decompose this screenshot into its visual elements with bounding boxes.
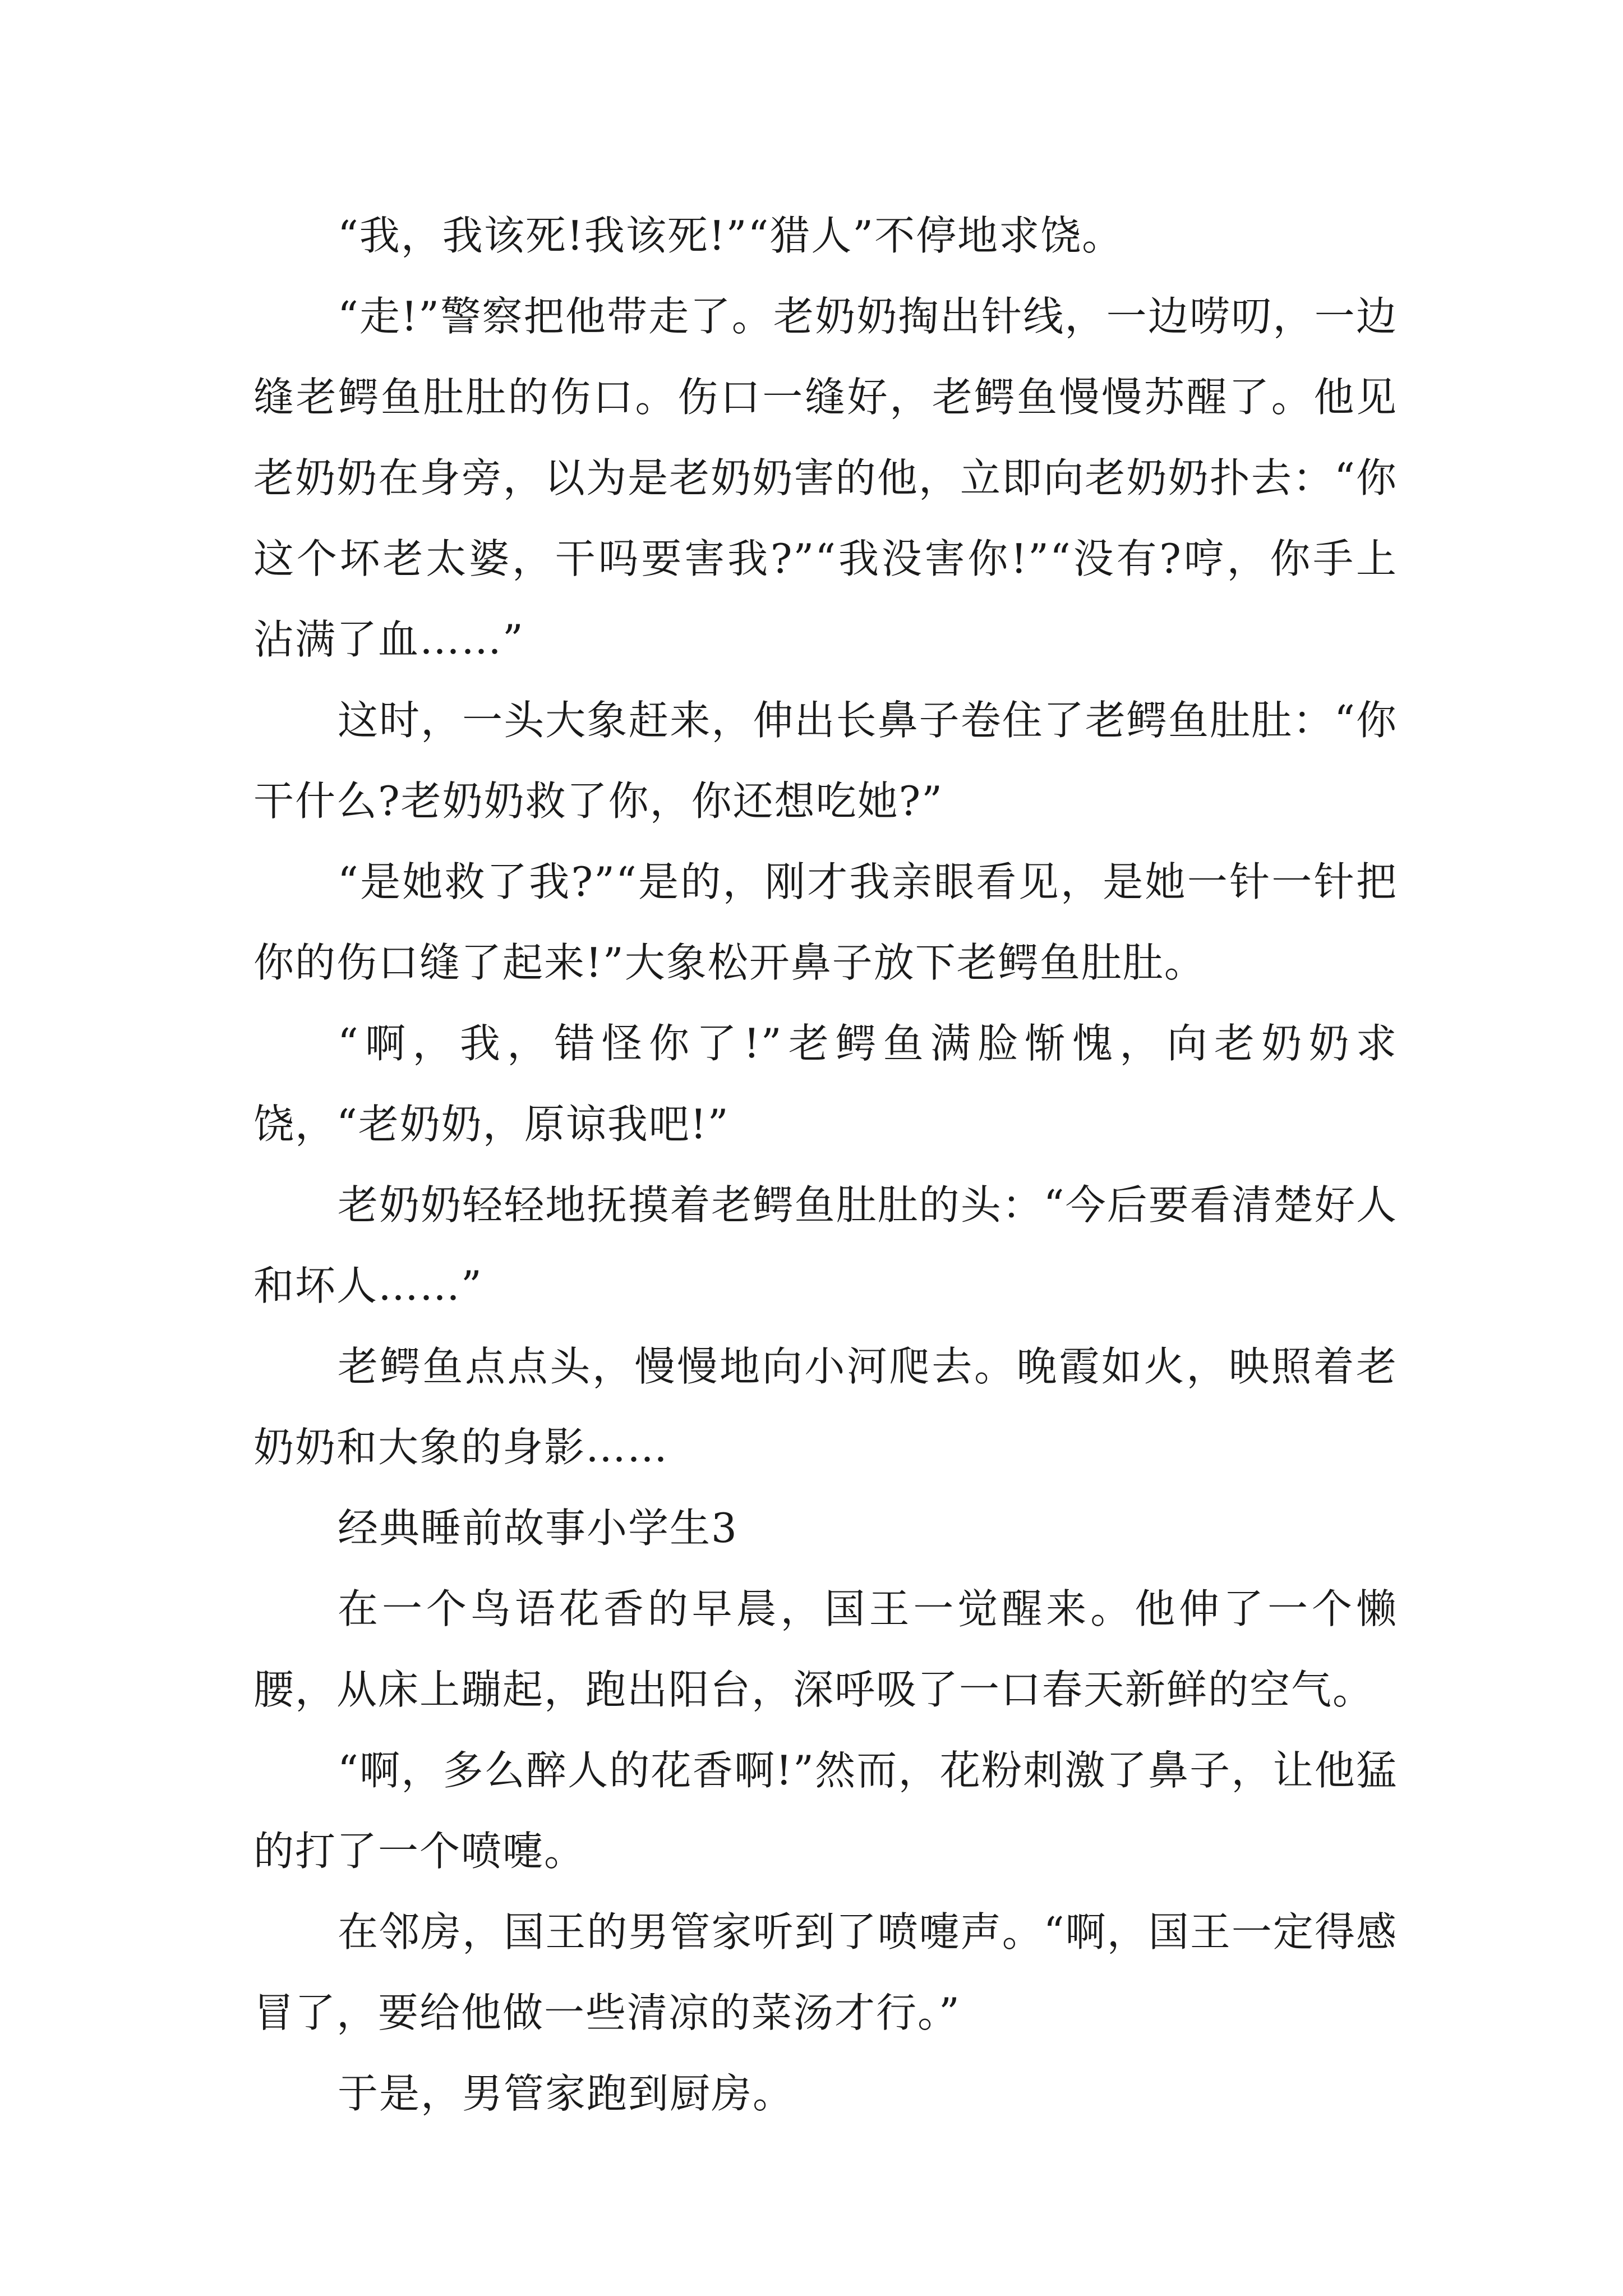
paragraph-8: 在一个鸟语花香的早晨，国王一觉醒来。他伸了一个懒腰，从床上蹦起，跑出阳台，深呼吸了一口春天新鲜的空气。 <box>253 1585 1398 1713</box>
document-body <box>253 195 1398 2134</box>
paragraph-3: 这时，一头大象赶来，伸出长鼻子卷住了老鳄鱼肚肚：“你干什么?老奶奶救了你，你还想吃她?” <box>253 697 1398 825</box>
paragraph-10: 在邻房，国王的男管家听到了喷嚏声。“啊，国王一定得感冒了，要给他做一些清凉的菜汤才行。” <box>253 1908 1398 2036</box>
paragraph-1: “我，我该死!我该死!”“猎人”不停地求饶。 <box>338 212 1124 259</box>
paragraph-2: “走!”警察把他带走了。老奶奶掏出针线，一边唠叨，一边缝老鳄鱼肚肚的伤口。伤口一缝好，老鳄鱼慢慢苏醒了。他见老奶奶在身旁，以为是老奶奶害的他，立即向老奶奶扑去：“你这个坏老太婆，干吗要害我?”“我没害你!”“没有?哼，你手上沾满了血……” <box>253 293 1398 663</box>
paragraph-6: 老奶奶轻轻地抚摸着老鳄鱼肚肚的头：“今后要看清楚好人和坏人……” <box>253 1181 1398 1309</box>
paragraph-5: “啊，我，错怪你了!”老鳄鱼满脸惭愧，向老奶奶求饶，“老奶奶，原谅我吧!” <box>253 1020 1398 1148</box>
paragraph-9: “啊，多么醉人的花香啊!”然而，花粉刺激了鼻子，让他猛的打了一个喷嚏。 <box>253 1747 1398 1875</box>
paragraph-11: 于是，男管家跑到厨房。 <box>338 2070 795 2117</box>
paragraph-4: “是她救了我?”“是的，刚才我亲眼看见，是她一针一针把你的伤口缝了起来!”大象松开鼻子放下老鳄鱼肚肚。 <box>253 858 1398 986</box>
paragraph-7: 老鳄鱼点点头，慢慢地向小河爬去。晚霞如火，映照着老奶奶和大象的身影…… <box>253 1343 1398 1471</box>
section-heading: 经典睡前故事小学生3 <box>338 1504 738 1552</box>
